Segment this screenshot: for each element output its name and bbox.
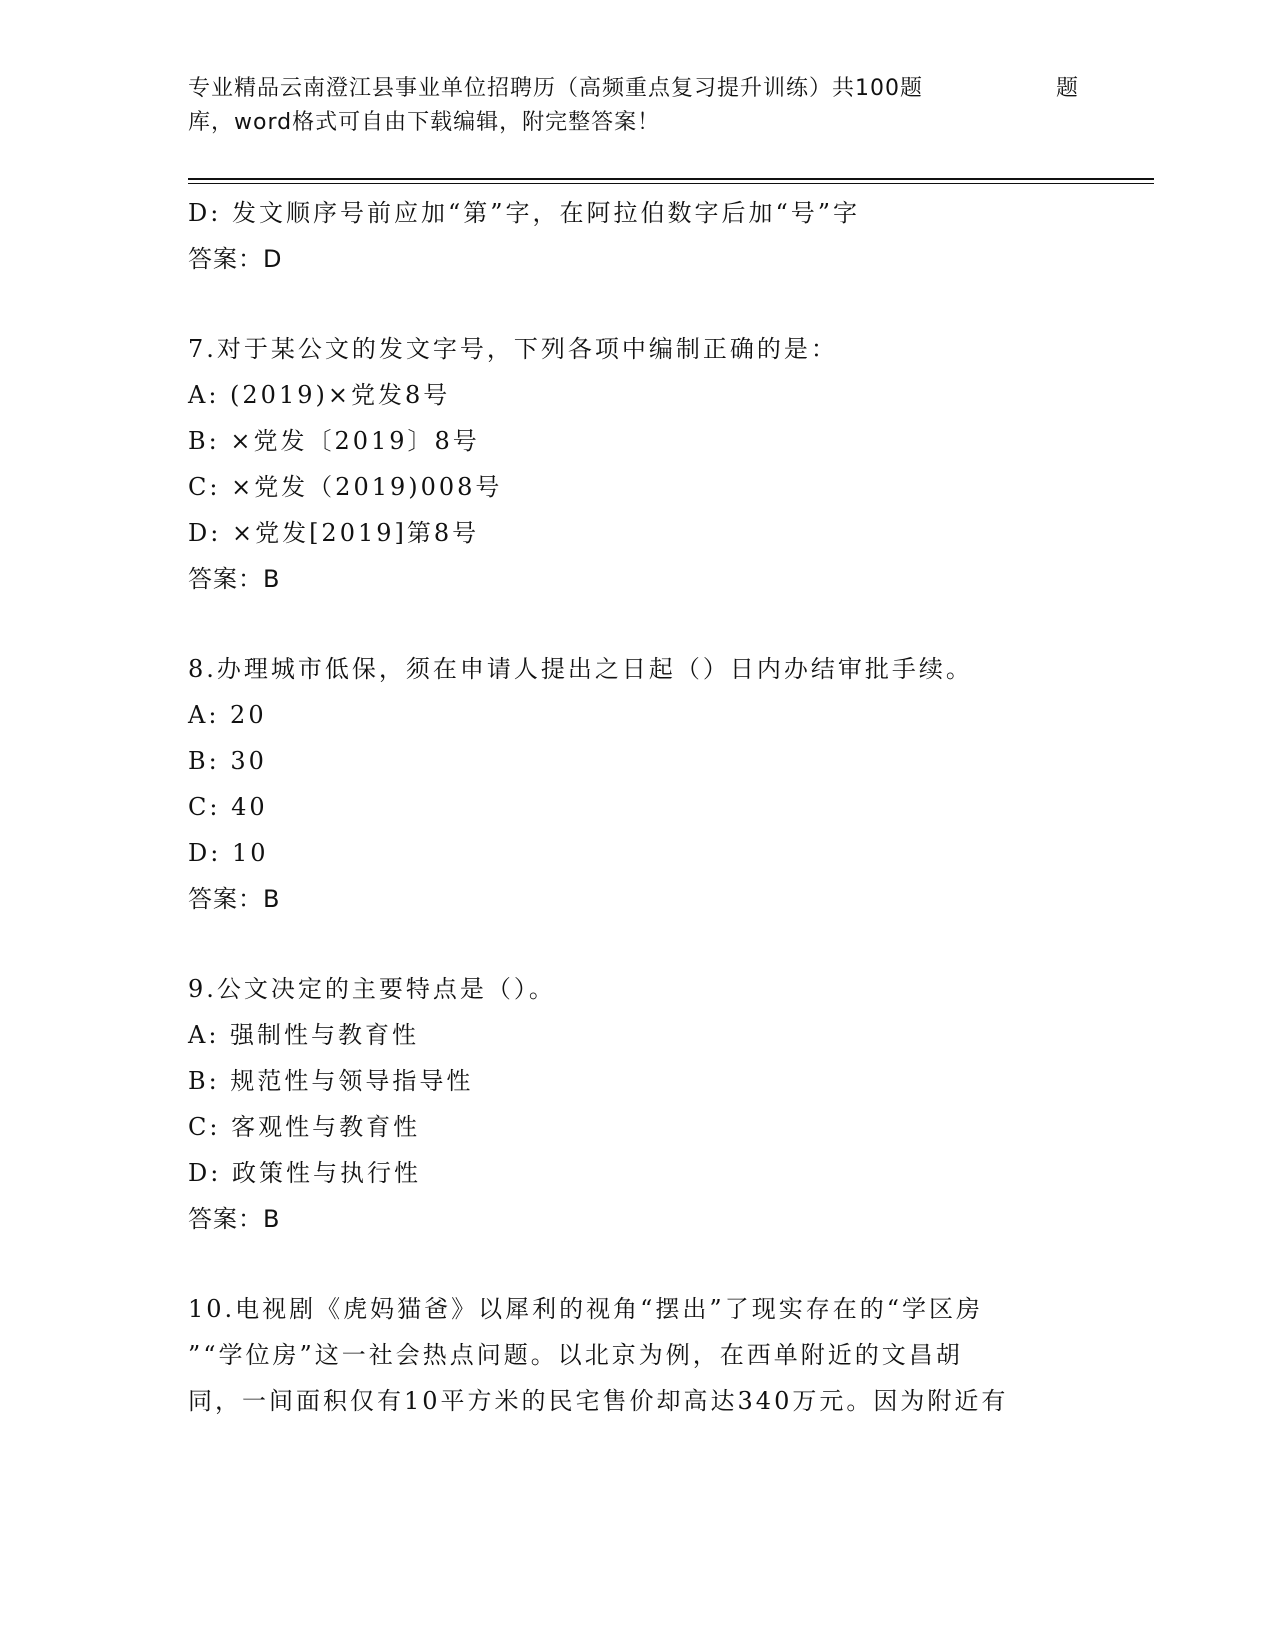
option-a: A: 20 [188,701,267,729]
header-divider-thin [188,183,1154,184]
option-c: C: 40 [188,793,268,821]
answer-line: 答案：B [188,885,281,913]
question-text: 9.公文决定的主要特点是（）。 [188,975,556,1003]
answer-line: 答案：B [188,1205,281,1233]
option-c: C: 客观性与教育性 [188,1113,421,1141]
answer-line: 答案：B [188,565,281,593]
question-7 [188,326,1088,602]
option-b: B: 规范性与领导指导性 [188,1067,474,1095]
spacer [188,1242,1088,1286]
option-d: D: 政策性与执行性 [188,1159,421,1187]
header-title-tail: 题 [1056,76,1080,101]
header-divider-thick [188,178,1154,180]
spacer [188,922,1088,966]
header-title-line-2: 库，word格式可自由下载编辑，附完整答案！ [188,110,661,135]
answer-line: 答案：D [188,245,283,273]
option-c: C: ×党发（2019)008号 [188,473,503,501]
option-d: D: 发文顺序号前应加“第”字，在阿拉伯数字后加“号”字 [188,199,861,227]
question-text-line-1: 10.电视剧《虎妈猫爸》以犀利的视角“摆出”了现实存在的“学区房 [188,1295,983,1323]
option-d: D: 10 [188,839,269,867]
question-text-line-2: ”“学位房”这一社会热点问题。以北京为例，在西单附近的文昌胡 [188,1341,963,1369]
option-a: A: 强制性与教育性 [188,1021,420,1049]
header-title-line-1: 专业精品云南澄江县事业单位招聘历（高频重点复习提升训练）共100题 [188,76,923,101]
spacer [188,282,1088,326]
question-text: 7.对于某公文的发文字号，下列各项中编制正确的是： [188,335,838,363]
document-header [188,72,1088,140]
spacer [188,602,1088,646]
document-body [188,190,1088,1424]
option-b: B: 30 [188,747,267,775]
question-text: 8.办理城市低保，须在申请人提出之日起（）日内办结审批手续。 [188,655,973,683]
question-9 [188,966,1088,1242]
question-6-tail [188,190,1088,282]
option-a: A: (2019)×党发8号 [188,381,451,409]
question-text-line-3: 同，一间面积仅有10平方米的民宅售价却高达340万元。因为附近有 [188,1387,1009,1415]
question-8 [188,646,1088,922]
question-10 [188,1286,1088,1424]
option-b: B: ×党发〔2019〕8号 [188,427,480,455]
option-d: D: ×党发[2019]第8号 [188,519,480,547]
